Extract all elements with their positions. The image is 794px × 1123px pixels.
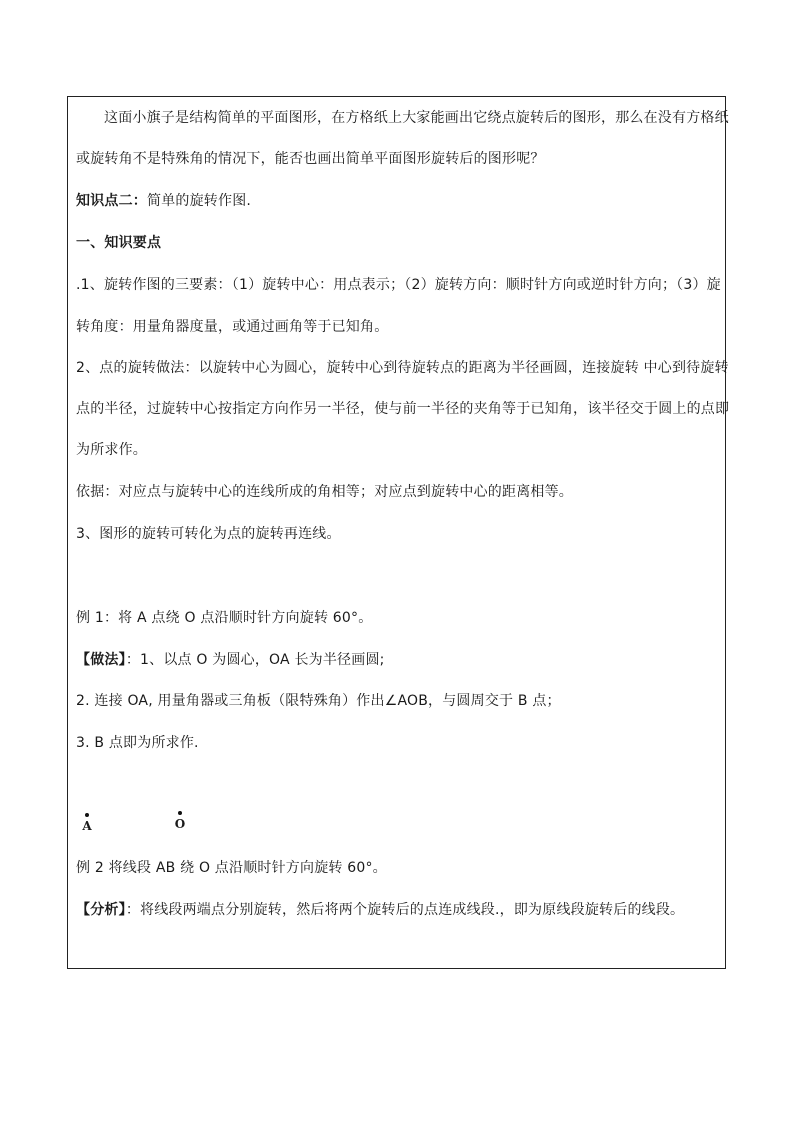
item2-line-2: 点的半径，过旋转中心按指定方向作另一半径，使与前一半径的夹角等于已知角，该半径交于圆上的点即 [76,401,730,417]
analysis-text: ：将线段两端点分别旋转，然后将两个旋转后的点连成线段.，即为原线段旋转后的线段。 [125,902,685,918]
example1-step3: 3. B 点即为所求作. [76,735,199,751]
example2-statement: 例 2 将线段 AB 绕 O 点沿顺时针方向旋转 60°。 [76,860,387,876]
item3-line: 3、图形的旋转可转化为点的旋转再连线。 [76,526,341,542]
knowledge-point-heading: 知识点二： [76,193,147,209]
section-heading: 一、知识要点 [76,235,162,251]
item1-line-2: 转角度：用量角器度量，或通过画角等于已知角。 [76,319,389,335]
point-a-dot [85,813,89,817]
point-a [81,813,93,833]
knowledge-point-line [76,192,716,210]
example1-step1-line [76,651,716,669]
point-o-label: O [174,817,186,831]
example1-step2: 2. 连接 OA, 用量角器或三角板（限特殊角）作出∠AOB，与圆周交于 B 点； [76,693,561,709]
intro-line-2: 或旋转角不是特殊角的情况下，能否也画出简单平面图形旋转后的图形呢？ [76,151,545,167]
analysis-label: 【分析】 [76,902,126,918]
point-o [174,811,186,831]
point-o-dot [178,811,182,815]
item2-line-1: 2、点的旋转做法：以旋转中心为圆心，旋转中心到待旋转点的距离为半径画圆，连接旋转 中心到待旋转 [76,360,729,376]
example2-analysis-line [76,901,716,919]
method-label: 【做法】 [76,652,126,668]
example1-statement: 例 1：将 A 点绕 O 点沿顺时针方向旋转 60°。 [76,610,373,626]
item2-line-3: 为所求作。 [76,442,147,458]
item1-line-1: .1、旋转作图的三要素：（1）旋转中心：用点表示；（2）旋转方向：顺时针方向或逆时针方向；（3）旋 [76,277,721,293]
basis-line: 依据：对应点与旋转中心的连线所成的角相等；对应点到旋转中心的距离相等。 [76,484,573,500]
knowledge-point-title: 简单的旋转作图. [147,193,252,209]
point-a-label: A [82,819,92,833]
example1-step1: ：1、以点 O 为圆心，OA 长为半径画圆; [125,652,385,668]
intro-line-1: 这面小旗子是结构简单的平面图形，在方格纸上大家能画出它绕点旋转后的图形，那么在没有方格纸 [104,110,729,126]
